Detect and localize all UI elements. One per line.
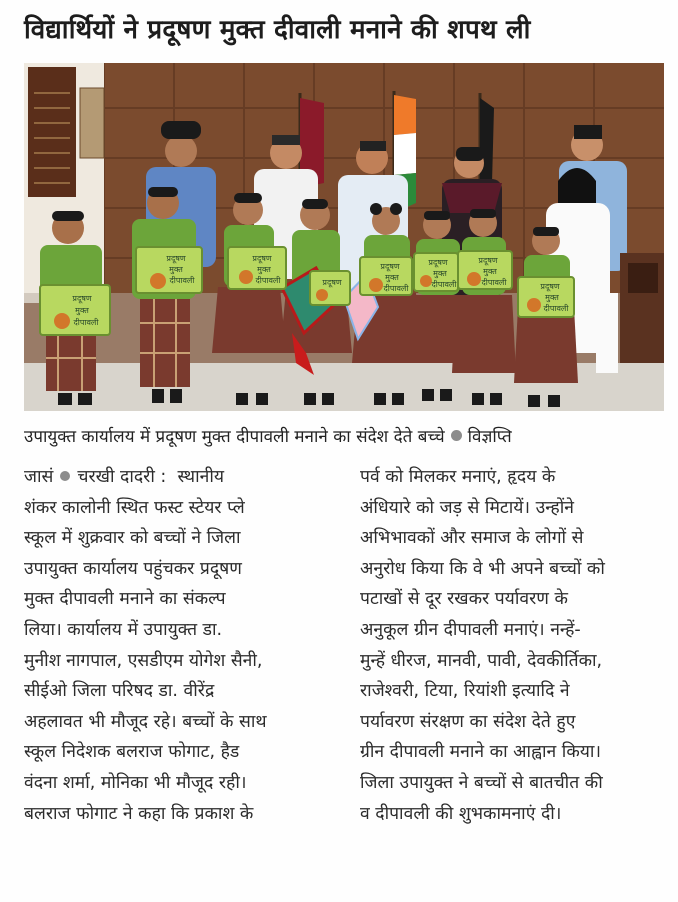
article-line: अहलावत भी मौजूद रहे। बच्चों के साथ — [24, 711, 267, 732]
article-line: मुनीश नागपाल, एसडीएम योगेश सैनी, — [24, 650, 263, 671]
article-line — [24, 462, 339, 493]
news-photo — [24, 63, 664, 411]
placard-line3: दीपावली — [255, 276, 281, 285]
article-line: मुक्त दीपावली मनाने का संकल्प — [24, 589, 226, 610]
placard-line2: मुक्त — [433, 269, 447, 278]
article-line: बलराज फोगाट ने कहा कि प्रकाश के — [24, 803, 254, 824]
placard-line3: दीपावली — [169, 276, 195, 285]
honor-board — [28, 67, 76, 197]
article-line: शंकर कालोनी स्थित फस्ट स्टेयर प्ले — [24, 497, 245, 518]
placard — [136, 247, 202, 293]
article-line: लिया। कार्यालय में उपायुक्त डा. — [24, 619, 223, 640]
caption-bullet-icon — [451, 430, 462, 441]
placard-line1: प्रदूषण — [540, 282, 560, 291]
caption-credit: विज्ञप्ति — [467, 427, 512, 447]
article-line: स्कूल निदेशक बलराज फोगाट, हैड — [24, 742, 240, 763]
placard-line3: दीपावली — [543, 304, 569, 313]
group-photo-illustration — [24, 63, 664, 411]
article-column-left — [24, 462, 339, 829]
placard-line2: मुक्त — [545, 293, 559, 302]
placard-line1: प्रदूषण — [380, 262, 400, 271]
placard-line1: प्रदूषण — [166, 254, 186, 263]
byline-source: जासं — [24, 467, 54, 487]
placard — [458, 251, 512, 289]
photo-caption — [24, 422, 664, 452]
article-line: स्कूल में शुक्रवार को बच्चों ने जिला — [24, 528, 241, 549]
placard-line1: प्रदूषण — [478, 256, 498, 265]
article-line: अनुकूल ग्रीन दीपावली मनाएं। नन्हें- — [360, 619, 581, 640]
article-line: पर्यावरण संरक्षण का संदेश देते हुए — [360, 711, 576, 732]
placard — [40, 285, 110, 335]
article-line: जिला उपायुक्त ने बच्चों से बातचीत की — [360, 772, 603, 793]
placard-line2: मुक्त — [75, 306, 89, 315]
article-line: मुन्हें धीरज, मानवी, पावी, देवकीर्तिका, — [360, 650, 603, 671]
article-line: अंधियारे को जड़ से मिटायें। उन्होंने — [360, 497, 574, 518]
placard-line1: प्रदूषण — [428, 258, 448, 267]
placard-line3: दीपावली — [383, 284, 409, 293]
byline-place: चरखी दादरी : — [77, 467, 167, 487]
placard-line3: दीपावली — [73, 318, 99, 327]
article-line: राजेश्वरी, टिया, रियांशी इत्यादि ने — [360, 681, 570, 702]
article-line: पटाखों से दूर रखकर पर्यावरण के — [360, 589, 568, 610]
placard-line1: प्रदूषण — [322, 278, 342, 287]
article-line: ग्रीन दीपावली मनाने का आह्वान किया। — [360, 742, 602, 763]
caption-text: उपायुक्त कार्यालय में प्रदूषण मुक्त दीपावली मनाने का संदेश देते बच्चे — [24, 427, 445, 447]
article-line: अनुरोध किया कि वे भी अपने बच्चों को — [360, 558, 605, 579]
placard-line2: मुक्त — [483, 267, 497, 276]
placard-line1: प्रदूषण — [72, 294, 92, 303]
article-line: वंदना शर्मा, मोनिका भी मौजूद रही। — [24, 772, 247, 793]
placard — [518, 277, 574, 317]
article-line: अभिभावकों और समाज के लोगों से — [360, 528, 584, 549]
placard-line3: दीपावली — [481, 278, 507, 287]
placard-line1: प्रदूषण — [252, 254, 272, 263]
placard — [310, 271, 350, 305]
byline-bullet-icon — [60, 471, 70, 481]
article-line: उपायुक्त कार्यालय पहुंचकर प्रदूषण — [24, 558, 242, 579]
placard — [360, 257, 412, 295]
placard-line2: मुक्त — [385, 273, 399, 282]
article-line: सीईओ जिला परिषद डा. वीरेंद्र — [24, 681, 215, 702]
article-text: स्थानीय — [177, 467, 225, 487]
article-line: व दीपावली की शुभकामनाएं दी। — [360, 803, 562, 824]
placard-line3: दीपावली — [431, 280, 457, 289]
article-line: पर्व को मिलकर मनाएं, हृदय के — [360, 467, 556, 487]
placard — [228, 247, 286, 289]
placard — [414, 253, 458, 291]
placard-line2: मुक्त — [257, 265, 271, 274]
placard-line2: मुक्त — [169, 265, 183, 274]
headline: विद्यार्थियों ने प्रदूषण मुक्त दीवाली मनाने की शपथ ली — [24, 15, 531, 45]
article-column-right — [360, 462, 670, 829]
